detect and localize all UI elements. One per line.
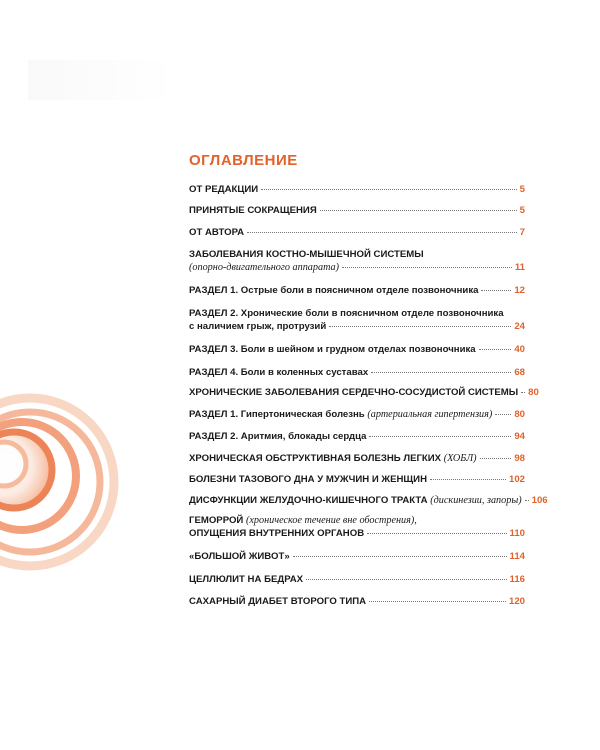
toc-page-number: 114 — [509, 551, 525, 562]
toc-entry[interactable] — [189, 386, 539, 399]
toc-entry-label — [189, 527, 364, 540]
toc-entry-text: РАЗДЕЛ 2. Хронические боли в поясничном отделе позвоночника — [189, 308, 504, 319]
toc-entry[interactable] — [189, 284, 525, 297]
toc-entry[interactable] — [189, 183, 525, 196]
toc-entry-label — [189, 473, 427, 486]
toc-page-number: 5 — [519, 184, 525, 195]
dot-leader — [481, 290, 511, 291]
toc-entry-label — [189, 494, 522, 507]
toc-entry-text: РАЗДЕЛ 1. Острые боли в поясничном отделе позвоночника — [189, 285, 479, 296]
dot-leader — [369, 601, 506, 602]
toc-entry-text: ДИСФУНКЦИИ ЖЕЛУДОЧНО-КИШЕЧНОГО ТРАКТА — [189, 495, 428, 506]
toc-page-number: 120 — [508, 596, 525, 607]
toc-entry[interactable] — [189, 366, 525, 379]
toc-page-number: 94 — [514, 431, 525, 442]
toc-page-number: 110 — [509, 528, 525, 539]
toc-entry-label — [189, 226, 244, 239]
toc-entry-text: ПРИНЯТЫЕ СОКРАЩЕНИЯ — [189, 205, 317, 216]
toc-entry-line — [189, 261, 525, 274]
watermark-shading — [28, 60, 178, 100]
toc-entry[interactable] — [189, 343, 525, 356]
toc-entry-line — [189, 595, 525, 608]
toc-entry-text: ОПУЩЕНИЯ ВНУТРЕННИХ ОРГАНОВ — [189, 528, 365, 539]
toc-entry-text: БОЛЕЗНИ ТАЗОВОГО ДНА У МУЖЧИН И ЖЕНЩИН — [189, 474, 427, 485]
toc-entry-first-line — [189, 514, 525, 527]
toc-entry-line — [189, 204, 525, 217]
toc-entry-text: РАЗДЕЛ 1. Гипертоническая болезнь — [189, 409, 365, 420]
toc-page-number: 68 — [514, 367, 525, 378]
toc-entry-label — [189, 573, 303, 586]
toc-page-number: 116 — [509, 574, 525, 585]
toc-entry-line — [189, 320, 525, 333]
dot-leader — [261, 189, 516, 190]
toc-entries — [189, 183, 548, 608]
dot-leader — [306, 579, 506, 580]
toc-entry-text: ОТ РЕДАКЦИИ — [189, 184, 259, 195]
toc-entry-label — [189, 204, 317, 217]
toc-entry-line — [189, 408, 525, 421]
toc-entry-text: ХРОНИЧЕСКИЕ ЗАБОЛЕВАНИЯ СЕРДЕЧНО-СОСУДИСТОЙ СИСТЕМЫ — [189, 387, 519, 398]
toc-entry-text: РАЗДЕЛ 4. Боли в коленных суставах — [189, 367, 369, 378]
toc-entry-label — [189, 408, 492, 421]
toc-entry-note: (опорно-двигательного аппарата) — [189, 262, 340, 273]
toc-page-number: 40 — [514, 344, 525, 355]
toc-entry-label — [189, 183, 258, 196]
toc-entry[interactable] — [189, 573, 525, 586]
toc-entry-line — [189, 473, 525, 486]
toc-page-number: 80 — [528, 387, 539, 398]
toc-entry-label — [189, 284, 478, 297]
toc-page-number: 5 — [519, 205, 525, 216]
toc-entry-text: САХАРНЫЙ ДИАБЕТ ВТОРОГО ТИПА — [189, 596, 367, 607]
toc-entry-text: РАЗДЕЛ 2. Аритмия, блокады сердца — [189, 431, 367, 442]
toc-page-number: 7 — [519, 227, 525, 238]
toc-entry-label — [189, 366, 368, 379]
dot-leader — [329, 326, 511, 327]
toc-entry-label — [189, 452, 477, 465]
toc-entry-line — [189, 284, 525, 297]
toc-entry-label — [189, 343, 476, 356]
toc-entry[interactable] — [189, 226, 525, 239]
toc-entry-text: РАЗДЕЛ 3. Боли в шейном и грудном отделах позвоночника — [189, 344, 476, 355]
toc-entry[interactable] — [189, 550, 525, 563]
toc-entry-line — [189, 573, 525, 586]
dot-leader — [480, 458, 512, 459]
toc-entry[interactable] — [189, 514, 525, 540]
toc-entry-label — [189, 595, 366, 608]
toc-entry-note: (хроническое течение вне обострения), — [246, 515, 417, 526]
dot-leader — [525, 500, 529, 501]
toc-page-number: 24 — [514, 321, 525, 332]
toc-entry-line — [189, 386, 539, 399]
toc-page-number: 106 — [531, 495, 548, 506]
dot-leader — [320, 210, 517, 211]
toc-entry-label — [189, 386, 518, 399]
dot-leader — [247, 232, 517, 233]
toc-entry-line — [189, 527, 525, 540]
toc-page-number: 80 — [514, 409, 525, 420]
dot-leader — [342, 267, 512, 268]
toc-entry[interactable] — [189, 430, 525, 443]
toc-entry-text: с наличием грыж, протрузий — [189, 321, 327, 332]
toc-entry[interactable] — [189, 248, 525, 274]
toc-entry[interactable] — [189, 473, 525, 486]
toc-page-number: 98 — [514, 453, 525, 464]
toc-entry-note: (дискинезии, запоры) — [430, 495, 522, 506]
toc-entry-note: (ХОБЛ) — [443, 453, 477, 464]
decorative-rings-graphic — [0, 390, 130, 580]
dot-leader — [371, 372, 511, 373]
toc-entry-text: «БОЛЬШОЙ ЖИВОТ» — [189, 551, 290, 562]
toc-entry-note: (артериальная гипертензия) — [367, 409, 493, 420]
toc-page-number: 102 — [508, 474, 525, 485]
toc-entry-line — [189, 366, 525, 379]
toc-entry-line — [189, 343, 525, 356]
dot-leader — [293, 556, 507, 557]
toc-entry-text: ОТ АВТОРА — [189, 227, 245, 238]
toc-entry-text: ЦЕЛЛЮЛИТ НА БЕДРАХ — [189, 574, 304, 585]
dot-leader — [521, 392, 525, 393]
toc-entry[interactable] — [189, 204, 525, 217]
toc-entry[interactable] — [189, 452, 525, 465]
toc-entry[interactable] — [189, 307, 525, 333]
toc-entry-text: ГЕМОРРОЙ — [189, 515, 244, 526]
toc-entry-label — [189, 320, 326, 333]
toc-entry-line — [189, 183, 525, 196]
dot-leader — [367, 533, 506, 534]
toc-page-number: 12 — [514, 285, 525, 296]
toc-entry-line — [189, 494, 548, 507]
toc-entry-line — [189, 430, 525, 443]
toc-heading: ОГЛАВЛЕНИЕ — [189, 152, 298, 169]
dot-leader — [369, 436, 511, 437]
toc-entry-line — [189, 550, 525, 563]
toc-entry[interactable] — [189, 494, 548, 507]
toc-entry-label — [189, 261, 339, 274]
toc-entry-first-line — [189, 307, 525, 320]
toc-entry-label — [189, 430, 366, 443]
toc-entry[interactable] — [189, 595, 525, 608]
table-of-contents — [189, 152, 548, 608]
toc-entry-text: ЗАБОЛЕВАНИЯ КОСТНО-МЫШЕЧНОЙ СИСТЕМЫ — [189, 249, 424, 260]
toc-entry[interactable] — [189, 408, 525, 421]
dot-leader — [430, 479, 506, 480]
toc-entry-label — [189, 550, 290, 563]
dot-leader — [479, 349, 512, 350]
toc-page-number: 11 — [514, 262, 525, 273]
toc-entry-first-line — [189, 248, 525, 261]
dot-leader — [495, 414, 511, 415]
toc-entry-line — [189, 226, 525, 239]
toc-entry-line — [189, 452, 525, 465]
toc-entry-text: ХРОНИЧЕСКАЯ ОБСТРУКТИВНАЯ БОЛЕЗНЬ ЛЕГКИХ — [189, 453, 442, 464]
